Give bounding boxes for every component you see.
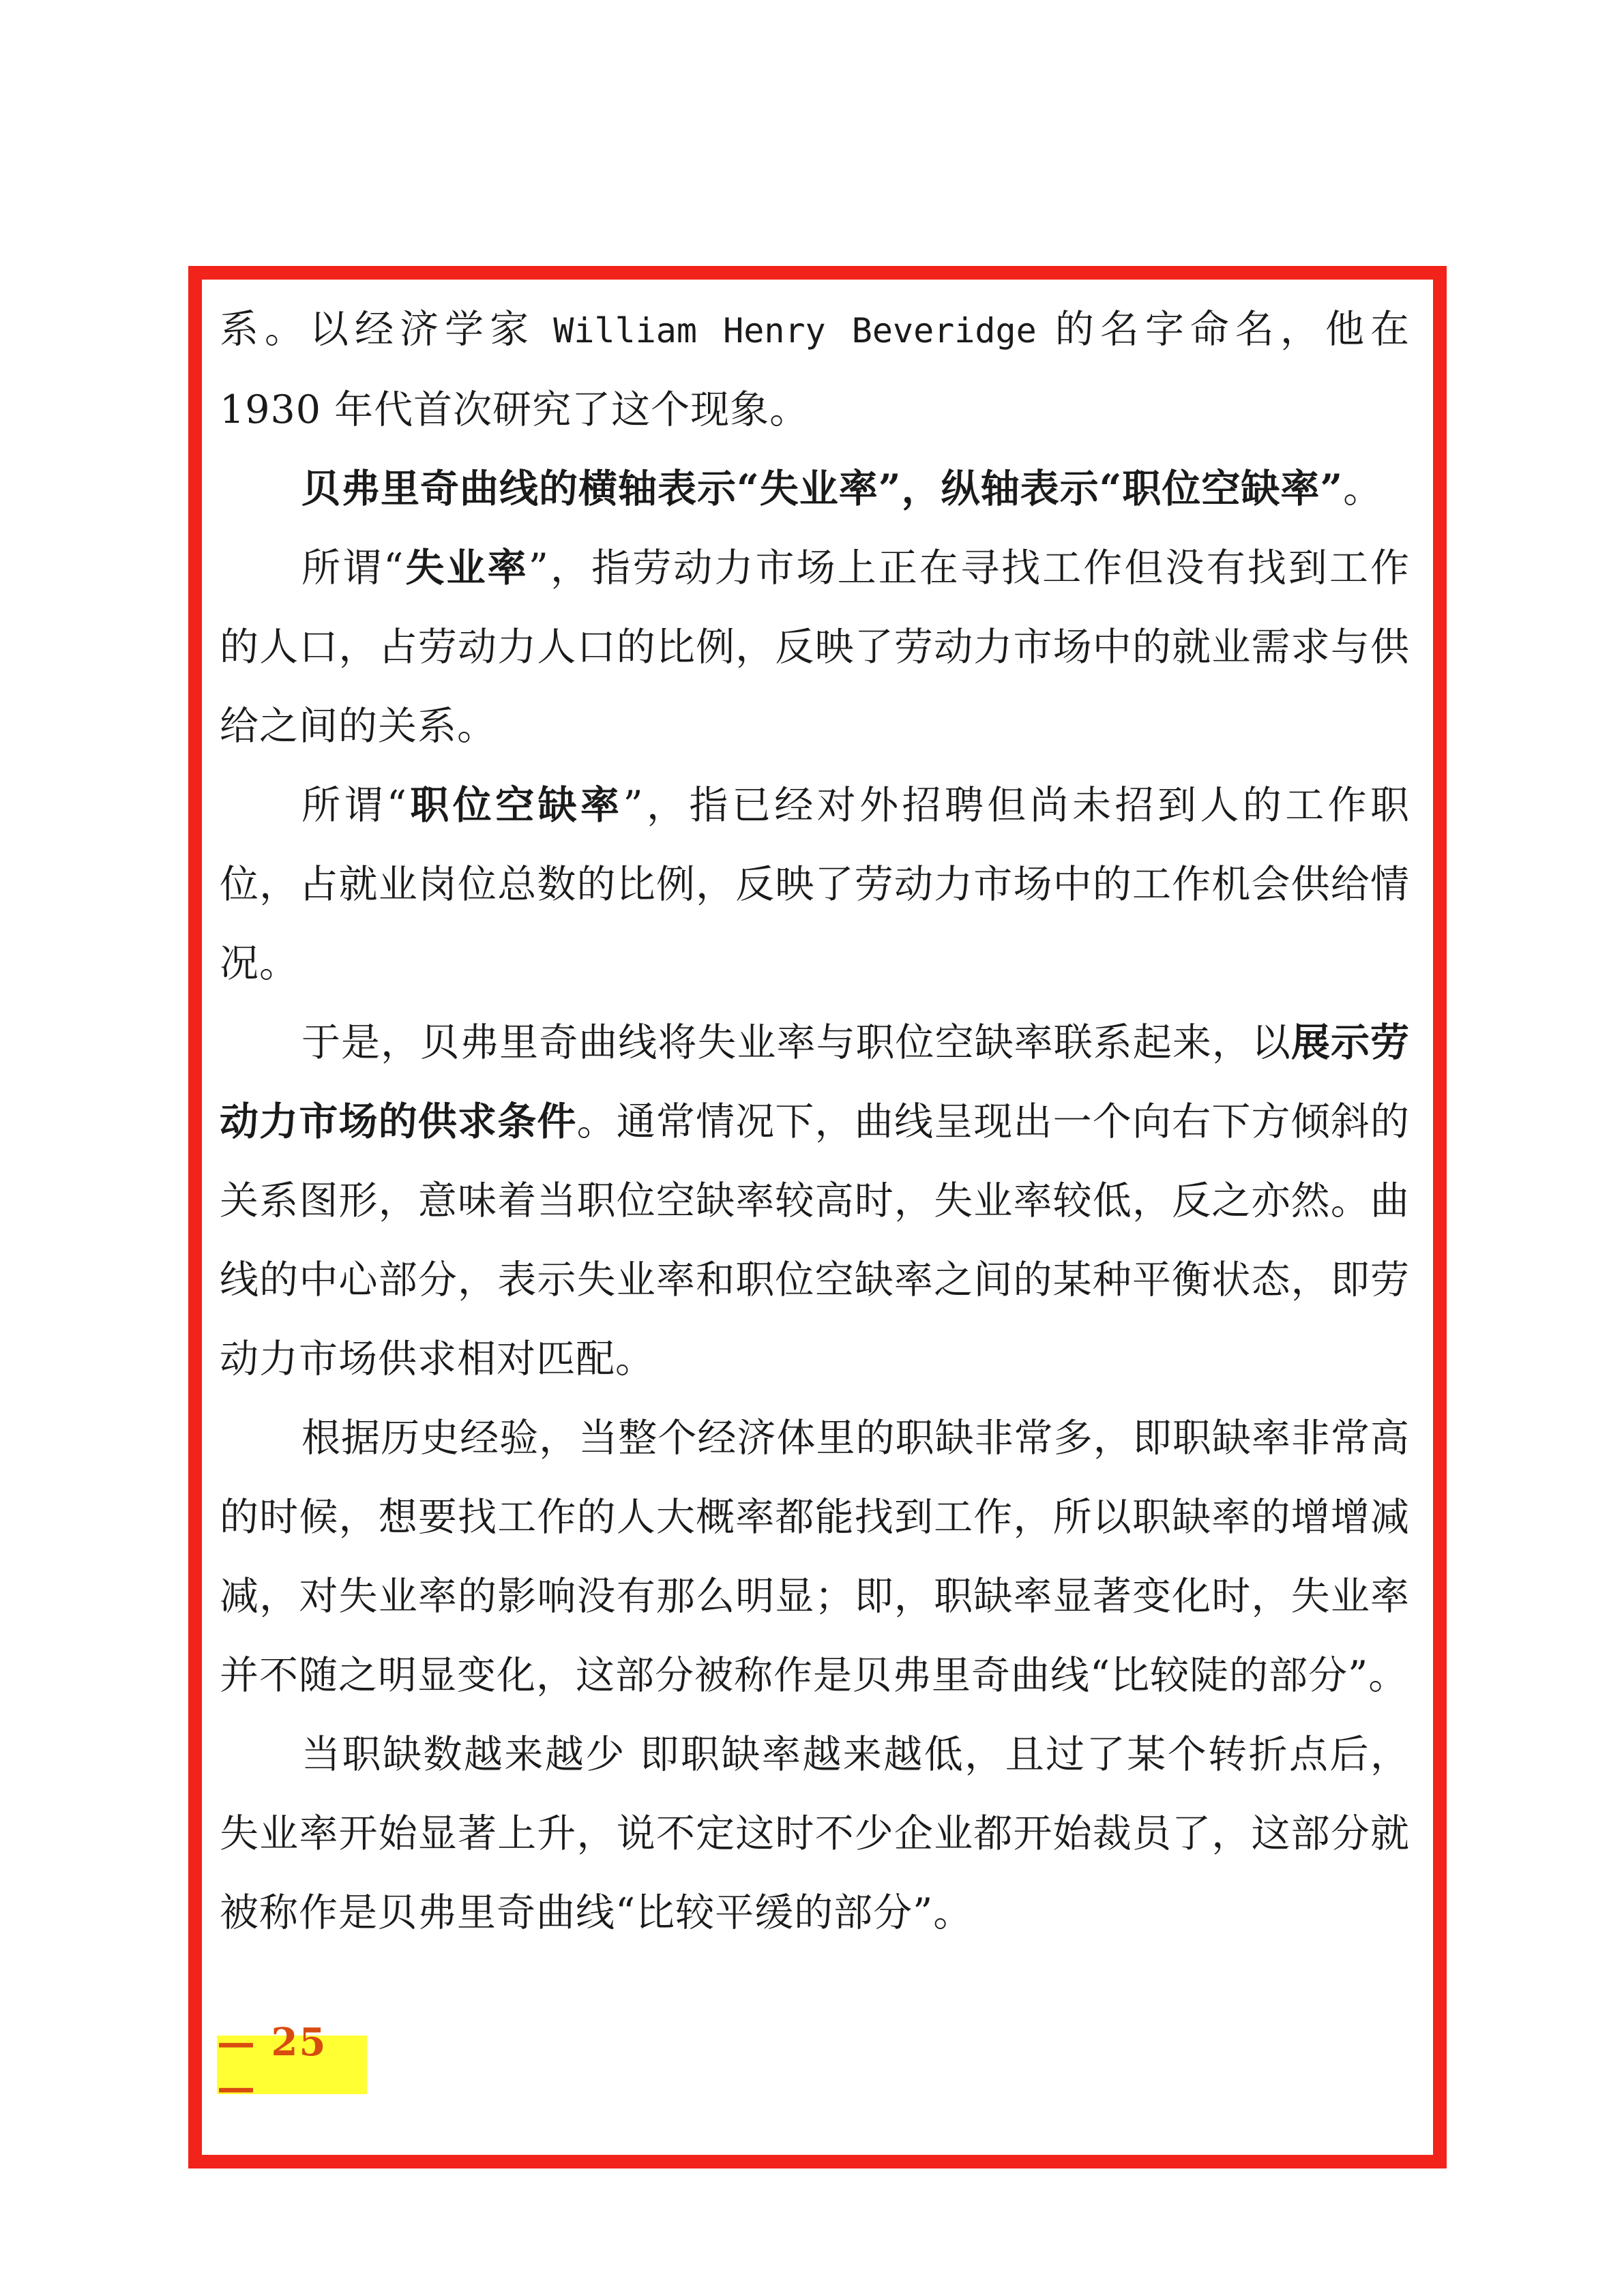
page-number: — 25 — — [217, 2036, 367, 2094]
paragraph-2-ending: 。 — [1343, 466, 1383, 511]
paragraph-7: 当职缺数越来越少 即职缺率越来越低，且过了某个转折点后，失业率开始显著上升，说不定这时不少企业都开始裁员了，这部分就被称作是贝弗里奇曲线“比较平缓的部分”。 — [220, 1732, 1410, 1935]
term-vacancy-rate: 职位空缺率 — [407, 782, 623, 828]
english-name: William Henry Beveridge — [553, 311, 1037, 351]
document-body — [220, 290, 1410, 1952]
paragraph-2-bold-sentence: 贝弗里奇曲线的横轴表示“失业率”，纵轴表示“职位空缺率” — [301, 466, 1344, 511]
paragraph-5-text-b: 。通常情况下，曲线呈现出一个向右下方倾斜的关系图形，意味着当职位空缺率较高时，失业率较低，反之亦然。曲线的中心部分，表示失业率和职位空缺率之间的某种平衡状态，即劳动力市场供求相对匹配。 — [220, 1099, 1411, 1382]
paragraph-1 — [220, 290, 1410, 449]
paragraph-4-body: ”，指已经对外招聘但尚未招到人的工作职位，占就业岗位总数的比例，反映了劳动力市场中的工作机会供给情况。 — [220, 783, 1411, 986]
paragraph-3 — [220, 528, 1410, 766]
paragraph-4-prefix: 所谓“ — [301, 783, 407, 828]
paragraph-1-text-b: 的名字命名，他在 1930 年代首次研究了这个现象。 — [220, 307, 1410, 432]
paragraph-3-body: ”，指劳动力市场上正在寻找工作但没有找到工作的人口，占劳动力人口的比例，反映了劳动力市场中的就业需求与供给之间的关系。 — [220, 546, 1411, 749]
paragraph-5 — [220, 1003, 1410, 1399]
paragraph-6: 根据历史经验，当整个经济体里的职缺非常多，即职缺率非常高的时候，想要找工作的人大概率都能找到工作，所以职缺率的增增减减，对失业率的影响没有那么明显；即，职缺率显著变化时，失业率并不随之明显变化，这部分被称作是贝弗里奇曲线“比较陡的部分”。 — [220, 1416, 1410, 1698]
paragraph-1-text-a: 系。以经济学家 — [220, 307, 554, 352]
term-unemployment-rate: 失业率 — [404, 545, 529, 591]
paragraph-5-bold-text: 展示劳动力市场的供求条件 — [220, 1019, 1411, 1144]
paragraph-3-prefix: 所谓“ — [301, 546, 404, 591]
paragraph-2 — [220, 449, 1410, 528]
paragraph-4 — [220, 766, 1410, 1003]
paragraph-5-text-a: 于是，贝弗里奇曲线将失业率与职位空缺率联系起来，以 — [301, 1020, 1291, 1065]
